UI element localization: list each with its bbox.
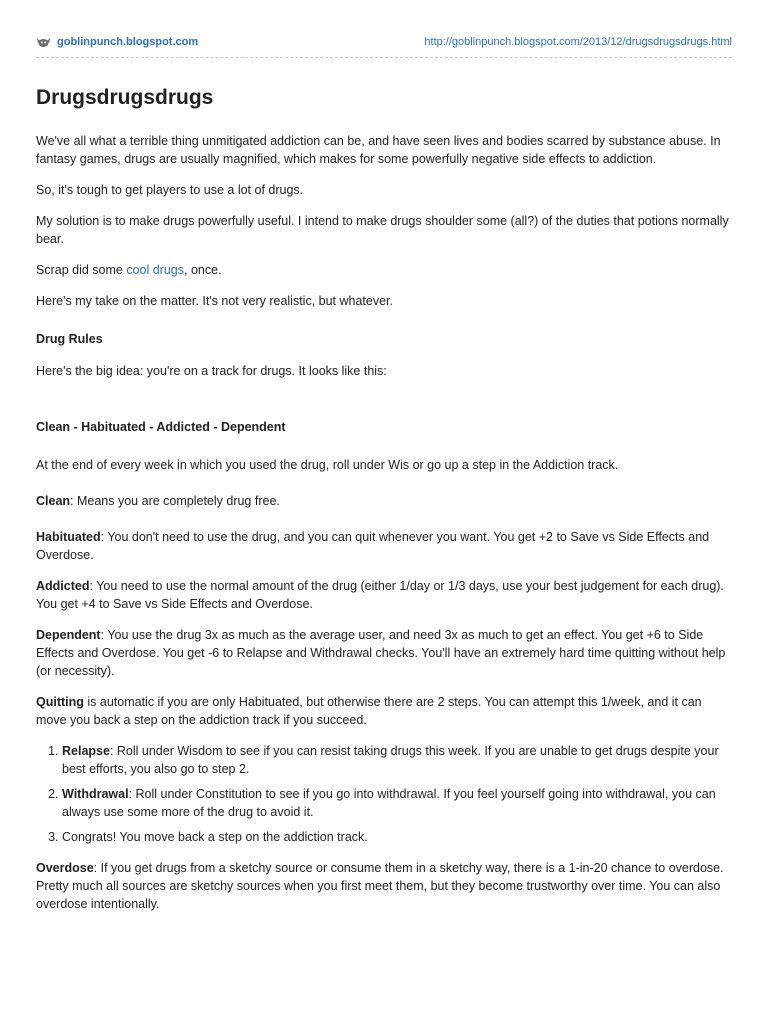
list-item	[62, 828, 733, 846]
page-url-link[interactable]: http://goblinpunch.blogspot.com/2013/12/drugsdrugsdrugs.html	[424, 36, 732, 48]
stage-term: Dependent	[36, 628, 101, 642]
site-name: goblinpunch.blogspot.com	[57, 36, 199, 48]
step-text: : Roll under Wisdom to see if you can resist taking drugs this week. If you are unable to get drugs despite your best efforts, you also go to step 2.	[62, 744, 719, 776]
quitting-paragraph	[36, 693, 733, 729]
stage-text: : You need to use the normal amount of the drug (either 1/day or 1/3 days, use your best judgement for each drug). You get +4 to Save vs Side Effects and Overdose.	[36, 579, 724, 611]
stage-term: Addicted	[36, 579, 90, 593]
overdose-term: Overdose	[36, 861, 94, 875]
step-term: Relapse	[62, 744, 110, 758]
post-content	[36, 84, 756, 926]
scrap-text-after: , once.	[184, 263, 222, 277]
stage-text: : You use the drug 3x as much as the average user, and need 3x as much to get an effect. You get +6 to Side Effects and Overdose. You get -6 to Relapse and Withdrawal checks. You'll have an extremely hard time quitting without help (or necessity).	[36, 628, 726, 678]
addiction-track: Clean - Habituated - Addicted - Dependent	[36, 420, 286, 434]
stage-term: Clean	[36, 494, 71, 508]
list-item	[62, 742, 733, 778]
step-text: : Roll under Constitution to see if you go into withdrawal. If you feel yourself going into withdrawal, you can always use some more of the drug to avoid it.	[62, 787, 716, 819]
post-title: Drugsdrugsdrugs	[36, 86, 214, 109]
intro-paragraph-2: So, it's tough to get players to use a lot of drugs.	[36, 183, 304, 197]
goblin-icon	[36, 36, 51, 48]
site-link[interactable]	[36, 36, 198, 48]
step-text: Congrats! You move back a step on the addiction track.	[62, 830, 368, 844]
week-rule-paragraph: At the end of every week in which you used the drug, roll under Wis or go up a step in the Addiction track.	[36, 458, 619, 472]
stage-addicted	[36, 577, 733, 613]
list-item	[62, 785, 733, 821]
big-idea-paragraph: Here's the big idea: you're on a track for drugs. It looks like this:	[36, 364, 387, 378]
stage-clean	[36, 492, 733, 510]
intro-paragraph-3: My solution is to make drugs powerfully useful. I intend to make drugs shoulder some (all?) of the duties that potions normally bear.	[36, 214, 729, 246]
quitting-term: Quitting	[36, 695, 84, 709]
quitting-text: is automatic if you are only Habituated, but otherwise there are 2 steps. You can attempt this 1/week, and it can move you back a step on the addiction track if you succeed.	[36, 695, 702, 727]
stage-text: : You don't need to use the drug, and you can quit whenever you want. You get +2 to Save vs Side Effects and Overdose.	[36, 530, 710, 562]
page-header	[36, 36, 732, 54]
stage-term: Habituated	[36, 530, 101, 544]
quitting-steps-list	[36, 742, 733, 846]
stage-dependent	[36, 626, 733, 680]
overdose-paragraph	[36, 859, 733, 913]
scrap-text-before: Scrap did some	[36, 263, 127, 277]
drug-rules-heading: Drug Rules	[36, 332, 103, 346]
intro-paragraph-1: We've all what a terrible thing unmitigated addiction can be, and have seen lives and bodies scarred by substance abuse. In fantasy games, drugs are usually magnified, which makes for some powerfully negative side effects to addiction.	[36, 134, 721, 166]
stage-habituated	[36, 528, 733, 564]
take-paragraph: Here's my take on the matter. It's not very realistic, but whatever.	[36, 294, 394, 308]
cool-drugs-link[interactable]: cool drugs	[126, 263, 185, 277]
stage-text: : Means you are completely drug free.	[70, 494, 280, 508]
overdose-text: : If you get drugs from a sketchy source or consume them in a sketchy way, there is a 1-in-20 chance to overdose. Pretty much all sources are sketchy sources when you first meet them, but they become trustworthy over time. You can also overdose intentionally.	[36, 861, 724, 911]
step-term: Withdrawal	[62, 787, 129, 801]
header-divider	[36, 57, 732, 58]
scrap-paragraph	[36, 261, 733, 279]
